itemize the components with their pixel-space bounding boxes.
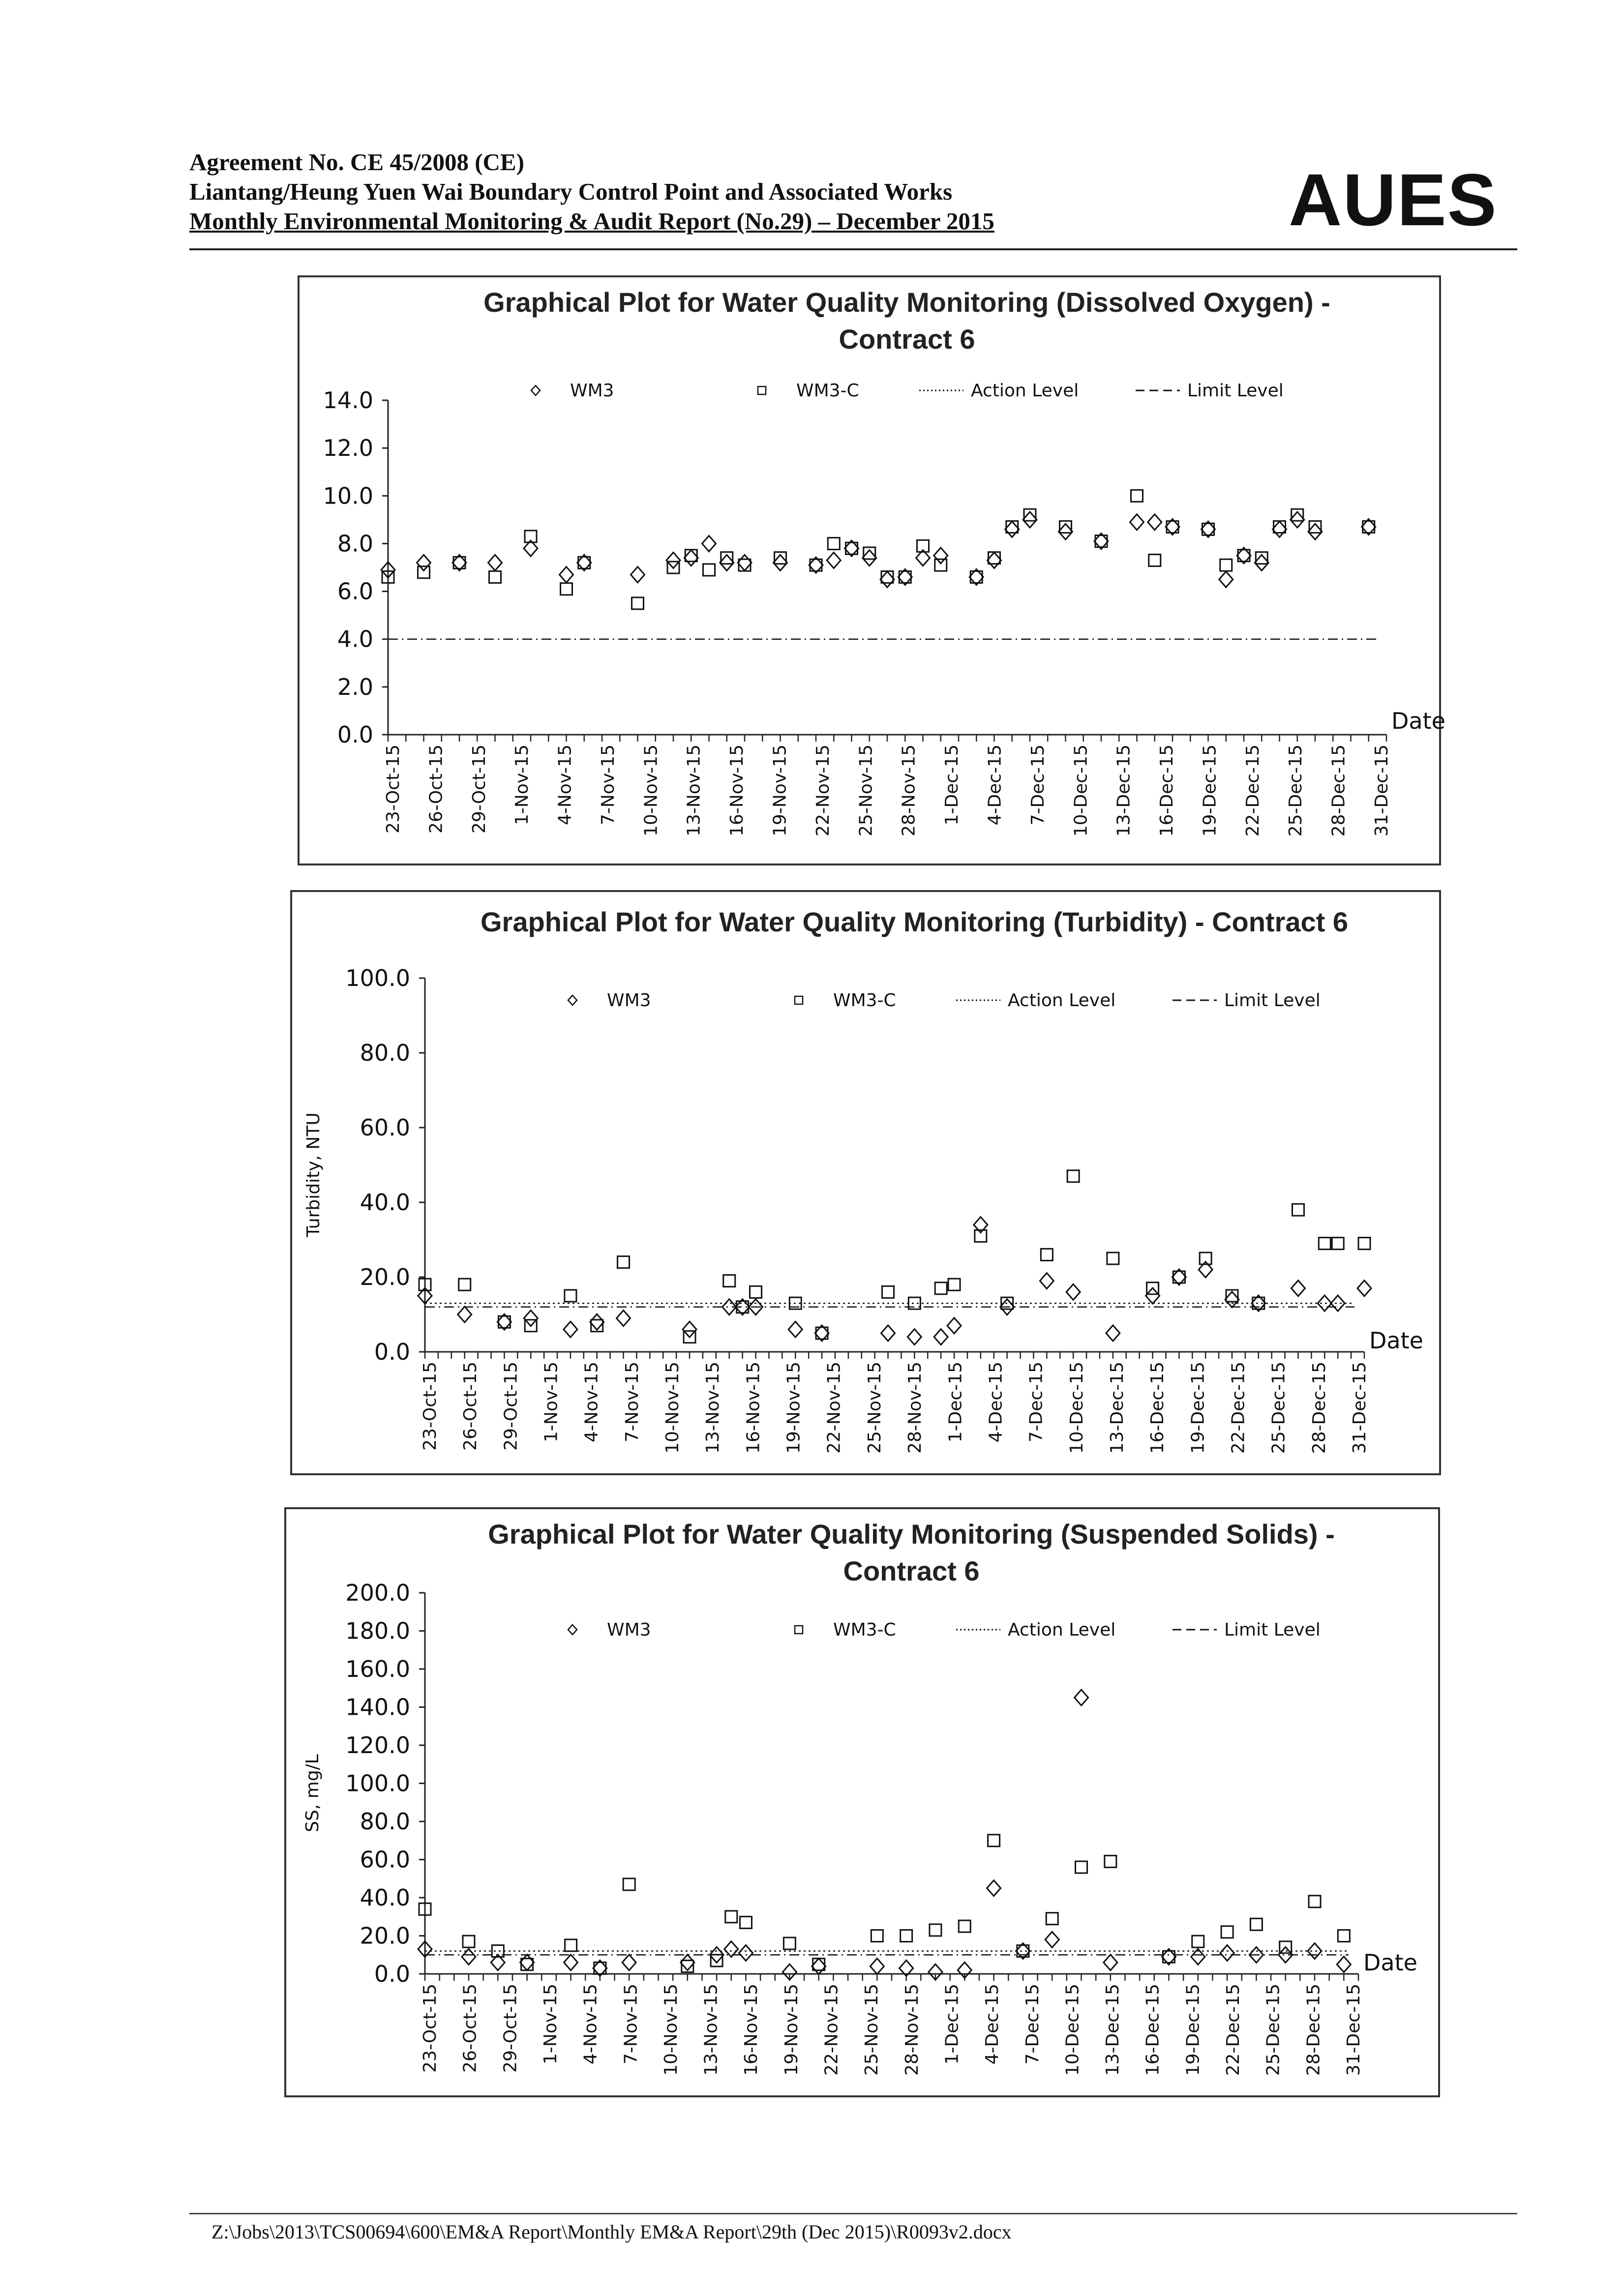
x-tick-label: 28-Nov-15	[902, 1984, 922, 2076]
y-tick-label: 20.0	[360, 1922, 410, 1949]
legend-label: Limit Level	[1224, 1620, 1321, 1640]
y-tick-label: 2.0	[337, 673, 373, 700]
data-point-wm3	[1318, 1295, 1331, 1311]
x-tick-label: 29-Oct-15	[501, 1362, 521, 1451]
y-tick-label: 14.0	[323, 387, 373, 414]
x-tick-label: 23-Oct-15	[420, 1362, 440, 1451]
x-tick-label: 22-Dec-15	[1228, 1362, 1249, 1454]
data-point-wm3-c	[1319, 1238, 1330, 1250]
chart-dissolved-oxygen	[298, 275, 1445, 865]
project-line: Liantang/Heung Yuen Wai Boundary Control Point and Associated Works	[189, 178, 953, 205]
x-tick-label: 13-Dec-15	[1103, 1984, 1123, 2076]
x-tick-label: 1-Nov-15	[512, 745, 533, 825]
legend-label: WM3	[607, 990, 651, 1011]
x-tick-label: 23-Oct-15	[420, 1984, 440, 2073]
data-point-wm3-c	[935, 1282, 947, 1294]
data-point-wm3-c	[930, 1924, 941, 1936]
x-tick-label: 10-Dec-15	[1066, 1362, 1087, 1454]
x-tick-label: 31-Dec-15	[1344, 1984, 1364, 2076]
data-point-wm3-c	[1149, 554, 1161, 566]
data-point-wm3-c	[623, 1879, 635, 1890]
data-point-wm3	[1066, 1284, 1080, 1300]
y-tick-label: 60.0	[360, 1114, 410, 1141]
data-point-wm3	[1331, 1295, 1345, 1311]
data-point-wm3	[1291, 512, 1304, 528]
x-tick-label: 26-Oct-15	[426, 745, 447, 834]
data-point-wm3	[702, 536, 716, 551]
y-tick-label: 100.0	[345, 1770, 410, 1797]
chart-svg-suspended-solids	[286, 1509, 1438, 2095]
data-point-wm3	[666, 552, 680, 568]
data-point-wm3-c	[1192, 1936, 1204, 1947]
data-point-wm3	[683, 1321, 696, 1337]
y-tick-label: 120.0	[345, 1732, 410, 1759]
x-tick-label: 25-Dec-15	[1263, 1984, 1284, 2076]
x-tick-label: 16-Nov-15	[743, 1362, 764, 1454]
aues-logo: AUES	[1289, 158, 1498, 241]
x-tick-label: 4-Dec-15	[986, 1362, 1006, 1443]
data-point-wm3	[720, 555, 734, 570]
legend-marker-wm3	[568, 1625, 577, 1635]
data-point-wm3-c	[828, 537, 840, 549]
x-tick-label: 23-Oct-15	[383, 745, 403, 834]
legend-label: Action Level	[1008, 990, 1116, 1011]
x-tick-label: 1-Nov-15	[541, 1362, 562, 1442]
data-point-wm3-c	[1220, 559, 1232, 571]
chart-suspended-solids	[284, 1507, 1440, 2097]
data-point-wm3	[1337, 1957, 1351, 1972]
chart-title: Contract 6	[843, 1555, 980, 1586]
x-tick-label: 1-Dec-15	[942, 745, 962, 826]
footer-rule	[189, 2213, 1517, 2214]
data-point-wm3	[880, 571, 894, 587]
x-axis-title: Date	[1391, 708, 1445, 734]
y-tick-label: 0.0	[374, 1339, 410, 1365]
data-point-wm3	[631, 567, 645, 583]
chart-turbidity	[290, 890, 1441, 1475]
data-point-wm3-c	[463, 1936, 475, 1947]
y-tick-label: 80.0	[360, 1808, 410, 1835]
data-point-wm3-c	[418, 567, 430, 578]
x-tick-label: 19-Dec-15	[1200, 745, 1220, 837]
data-point-wm3	[1146, 1288, 1160, 1304]
y-tick-label: 4.0	[337, 626, 373, 653]
data-point-wm3	[590, 1314, 604, 1330]
x-tick-label: 10-Nov-15	[641, 745, 662, 836]
x-tick-label: 10-Nov-15	[661, 1984, 681, 2076]
data-point-wm3-c	[1041, 1249, 1053, 1260]
data-point-wm3	[524, 1311, 538, 1326]
x-tick-label: 22-Dec-15	[1242, 745, 1263, 837]
data-point-wm3	[520, 1955, 534, 1970]
data-point-wm3	[1075, 1690, 1088, 1705]
report-line: Monthly Environmental Monitoring & Audit Report (No.29) – December 2015	[189, 208, 994, 235]
data-point-wm3	[812, 1959, 826, 1974]
y-tick-label: 180.0	[345, 1617, 410, 1644]
x-tick-label: 19-Nov-15	[781, 1984, 802, 2076]
x-tick-label: 28-Dec-15	[1328, 745, 1349, 837]
x-tick-label: 7-Dec-15	[1027, 745, 1048, 826]
y-tick-label: 100.0	[345, 965, 410, 991]
legend-marker-wm3-c	[795, 1626, 803, 1634]
x-tick-label: 28-Dec-15	[1309, 1362, 1329, 1454]
data-point-wm3-c	[711, 1955, 722, 1967]
data-point-wm3	[1273, 521, 1287, 537]
data-point-wm3	[881, 1325, 895, 1341]
data-point-wm3-c	[1292, 1204, 1304, 1216]
x-tick-label: 29-Oct-15	[500, 1984, 521, 2073]
data-point-wm3	[564, 1321, 577, 1337]
chart-title: Graphical Plot for Water Quality Monitoring (Suspended Solids) -	[488, 1519, 1335, 1550]
data-point-wm3-c	[725, 1911, 737, 1923]
legend-label: WM3-C	[833, 990, 896, 1011]
y-axis-title: SS, mg/L	[302, 1754, 323, 1832]
y-tick-label: 200.0	[345, 1580, 410, 1606]
x-tick-label: 25-Nov-15	[862, 1984, 882, 2076]
data-point-wm3-c	[783, 1938, 795, 1949]
x-tick-label: 7-Dec-15	[1026, 1362, 1047, 1443]
x-tick-label: 25-Dec-15	[1286, 744, 1306, 837]
x-tick-label: 22-Nov-15	[812, 745, 833, 836]
data-point-wm3	[560, 567, 573, 583]
legend-label: Limit Level	[1224, 990, 1321, 1011]
y-tick-label: 140.0	[345, 1694, 410, 1721]
data-point-wm3-c	[1076, 1861, 1087, 1873]
x-tick-label: 16-Dec-15	[1147, 1362, 1168, 1454]
data-point-wm3-c	[565, 1290, 576, 1302]
data-point-wm3-c	[948, 1279, 960, 1290]
x-tick-label: 10-Dec-15	[1062, 1984, 1083, 2076]
x-tick-label: 4-Dec-15	[982, 1984, 1003, 2065]
x-tick-label: 13-Dec-15	[1113, 745, 1134, 837]
legend-label: Action Level	[1008, 1620, 1116, 1640]
x-tick-label: 19-Nov-15	[783, 1362, 804, 1454]
x-tick-label: 13-Nov-15	[703, 1362, 723, 1454]
data-point-wm3-c	[1358, 1238, 1370, 1250]
data-point-wm3	[1291, 1281, 1305, 1296]
data-point-wm3-c	[901, 1930, 912, 1942]
x-tick-label: 28-Dec-15	[1303, 1984, 1324, 2076]
data-point-wm3-c	[935, 559, 947, 571]
data-point-wm3	[1045, 1932, 1059, 1947]
data-point-wm3-c	[489, 571, 501, 583]
data-point-wm3	[1130, 514, 1144, 530]
chart-title: Graphical Plot for Water Quality Monitoring (Dissolved Oxygen) -	[483, 287, 1330, 318]
y-tick-label: 160.0	[345, 1656, 410, 1682]
data-point-wm3	[934, 548, 948, 564]
data-point-wm3	[863, 550, 876, 566]
x-tick-label: 7-Nov-15	[621, 1984, 641, 2064]
data-point-wm3	[987, 1880, 1001, 1896]
data-point-wm3	[1225, 1292, 1239, 1308]
data-point-wm3	[488, 555, 502, 570]
y-tick-label: 8.0	[337, 530, 373, 557]
data-point-wm3	[907, 1329, 921, 1345]
header-rule	[189, 248, 1517, 250]
data-point-wm3	[1308, 524, 1322, 539]
data-point-wm3-c	[1107, 1252, 1119, 1264]
x-tick-label: 28-Nov-15	[899, 745, 919, 836]
data-point-wm3-c	[871, 1930, 883, 1942]
legend-marker-wm3	[531, 386, 540, 395]
data-point-wm3	[417, 555, 431, 570]
x-tick-label: 28-Nov-15	[905, 1362, 926, 1454]
y-tick-label: 12.0	[323, 435, 373, 462]
data-point-wm3-c	[459, 1279, 471, 1290]
x-tick-label: 25-Nov-15	[864, 1362, 885, 1454]
legend-label: WM3	[570, 381, 614, 401]
legend-marker-wm3-c	[795, 996, 803, 1004]
x-tick-label: 13-Nov-15	[684, 745, 704, 836]
data-point-wm3	[458, 1307, 472, 1322]
legend-marker-wm3	[568, 995, 577, 1005]
data-point-wm3-c	[1131, 490, 1143, 502]
data-point-wm3	[738, 555, 752, 570]
x-axis-title: Date	[1363, 1949, 1417, 1976]
data-point-wm3	[1059, 524, 1073, 539]
y-tick-label: 40.0	[360, 1884, 410, 1911]
data-point-wm3	[1148, 514, 1162, 530]
data-point-wm3	[934, 1329, 948, 1345]
y-tick-label: 0.0	[374, 1961, 410, 1987]
x-tick-label: 16-Nov-15	[727, 745, 748, 836]
x-tick-label: 4-Nov-15	[580, 1984, 601, 2064]
data-point-wm3	[827, 552, 841, 568]
x-tick-label: 22-Nov-15	[824, 1362, 844, 1454]
x-tick-label: 31-Dec-15	[1350, 1362, 1370, 1454]
legend-label: WM3	[607, 1620, 651, 1640]
data-point-wm3	[988, 552, 1001, 568]
data-point-wm3	[1005, 521, 1019, 537]
x-tick-label: 19-Dec-15	[1183, 1984, 1203, 2076]
data-point-wm3-c	[740, 1916, 752, 1928]
x-tick-label: 26-Oct-15	[460, 1984, 481, 2073]
data-point-wm3	[564, 1955, 578, 1970]
y-tick-label: 60.0	[360, 1846, 410, 1873]
x-tick-label: 31-Dec-15	[1372, 745, 1392, 837]
data-point-wm3-c	[882, 1286, 894, 1298]
legend-label: WM3-C	[796, 381, 859, 401]
data-point-wm3	[1220, 1945, 1234, 1961]
data-point-wm3-c	[1309, 1896, 1321, 1908]
data-point-wm3-c	[1105, 1855, 1116, 1867]
data-point-wm3	[1308, 1943, 1322, 1959]
footer-file-path: Z:\Jobs\2013\TCS00694\600\EM&A Report\Monthly EM&A Report\29th (Dec 2015)\R0093v2.docx	[211, 2221, 1012, 2243]
data-point-wm3	[1023, 512, 1037, 528]
data-point-wm3	[681, 1955, 694, 1970]
data-point-wm3	[1040, 1273, 1053, 1289]
x-tick-label: 13-Dec-15	[1107, 1362, 1127, 1454]
y-tick-label: 0.0	[337, 721, 373, 748]
data-point-wm3-c	[988, 1835, 1000, 1847]
data-point-wm3	[870, 1959, 884, 1974]
legend-label: Limit Level	[1187, 381, 1284, 401]
x-tick-label: 19-Nov-15	[770, 745, 790, 836]
data-point-wm3	[788, 1321, 802, 1337]
data-point-wm3-c	[1338, 1930, 1350, 1942]
data-point-wm3-c	[1332, 1238, 1344, 1250]
x-tick-label: 7-Nov-15	[598, 745, 618, 825]
x-tick-label: 26-Oct-15	[460, 1362, 481, 1451]
agreement-line: Agreement No. CE 45/2008 (CE)	[189, 149, 524, 176]
x-tick-label: 25-Nov-15	[856, 745, 876, 836]
y-tick-label: 80.0	[360, 1040, 410, 1066]
data-point-wm3-c	[723, 1275, 735, 1287]
x-tick-label: 4-Nov-15	[555, 745, 575, 825]
data-point-wm3	[739, 1945, 752, 1961]
x-tick-label: 16-Dec-15	[1143, 1984, 1163, 2076]
data-point-wm3-c	[959, 1920, 970, 1932]
legend-label: Action Level	[971, 381, 1079, 401]
data-point-wm3-c	[1221, 1926, 1233, 1938]
data-point-wm3	[1106, 1325, 1120, 1341]
data-point-wm3-c	[561, 583, 572, 595]
data-point-wm3-c	[618, 1256, 630, 1268]
x-tick-label: 16-Nov-15	[741, 1984, 762, 2076]
data-point-wm3	[617, 1311, 631, 1326]
chart-svg-turbidity	[292, 892, 1439, 1473]
x-tick-label: 7-Dec-15	[1022, 1984, 1043, 2065]
x-tick-label: 1-Dec-15	[945, 1362, 966, 1443]
x-axis-title: Date	[1369, 1327, 1423, 1354]
data-point-wm3-c	[1067, 1170, 1079, 1182]
x-tick-label: 4-Dec-15	[985, 745, 1005, 826]
data-point-wm3	[947, 1318, 961, 1334]
x-tick-label: 4-Nov-15	[581, 1362, 602, 1442]
data-point-wm3	[774, 555, 787, 570]
x-tick-label: 10-Dec-15	[1071, 745, 1091, 837]
legend-label: WM3-C	[833, 1620, 896, 1640]
x-tick-label: 19-Dec-15	[1188, 1362, 1208, 1454]
data-point-wm3	[1219, 571, 1233, 587]
x-tick-label: 7-Nov-15	[622, 1362, 642, 1442]
x-tick-label: 13-Nov-15	[701, 1984, 722, 2076]
y-axis-title: Turbidity, NTU	[303, 1112, 324, 1237]
x-tick-label: 25-Dec-15	[1268, 1362, 1289, 1454]
data-point-wm3-c	[703, 564, 715, 576]
x-tick-label: 29-Oct-15	[469, 745, 489, 834]
x-tick-label: 1-Nov-15	[540, 1984, 561, 2064]
y-tick-label: 40.0	[360, 1189, 410, 1216]
data-point-wm3-c	[1250, 1918, 1262, 1930]
y-tick-label: 20.0	[360, 1264, 410, 1290]
data-point-wm3	[1255, 555, 1268, 570]
legend-marker-wm3-c	[758, 387, 766, 394]
data-point-wm3	[1357, 1281, 1371, 1296]
data-point-wm3-c	[1046, 1913, 1058, 1925]
x-tick-label: 10-Nov-15	[662, 1362, 683, 1454]
y-tick-label: 6.0	[337, 578, 373, 605]
chart-title: Contract 6	[839, 324, 975, 355]
data-point-wm3	[622, 1955, 636, 1970]
y-tick-label: 10.0	[323, 482, 373, 509]
data-point-wm3	[462, 1949, 476, 1965]
x-tick-label: 1-Dec-15	[942, 1984, 962, 2065]
data-point-wm3-c	[632, 597, 644, 609]
x-tick-label: 22-Nov-15	[821, 1984, 842, 2076]
chart-svg-dissolved-oxygen	[300, 277, 1445, 864]
data-point-wm3	[684, 550, 698, 566]
x-tick-label: 16-Dec-15	[1157, 745, 1177, 837]
x-tick-label: 22-Dec-15	[1223, 1984, 1244, 2076]
data-point-wm3	[1104, 1955, 1117, 1970]
data-point-wm3-c	[750, 1286, 762, 1298]
data-point-wm3-c	[565, 1939, 577, 1951]
chart-title: Graphical Plot for Water Quality Monitoring (Turbidity) - Contract 6	[480, 906, 1349, 937]
